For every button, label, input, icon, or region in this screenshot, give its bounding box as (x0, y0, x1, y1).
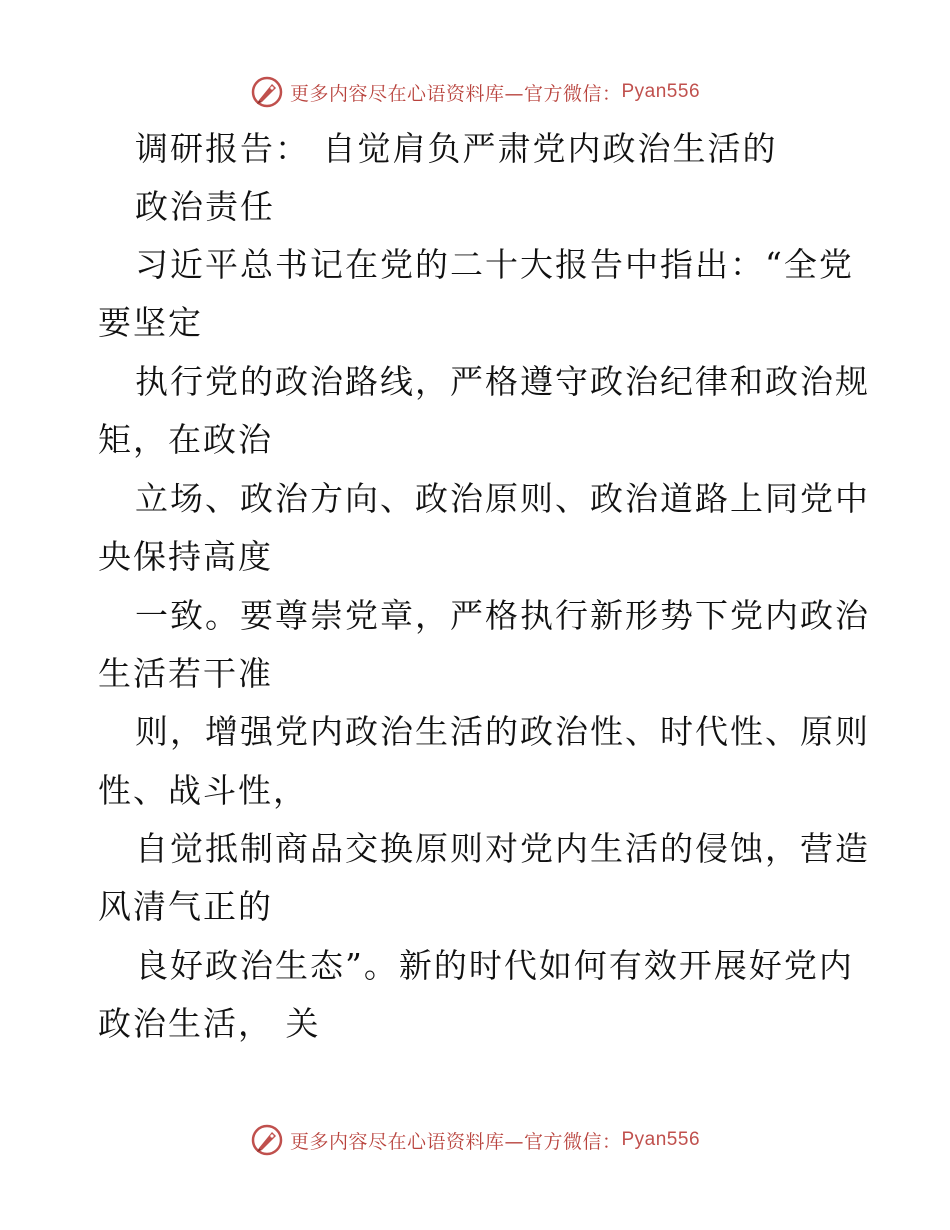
watermark-handle: Pyan556 (621, 1129, 701, 1150)
text-line: 调研报告： 自觉肩负严肃党内政治生活的 (135, 129, 778, 168)
text-line: 政治生活， 关 (98, 1004, 321, 1043)
watermark-text: 更多内容尽在心语资料库—官方微信： (289, 1130, 622, 1153)
text-line: 政治责任 (135, 187, 275, 226)
text-line: 自觉抵制商品交换原则对党内生活的侵蚀，营造 (135, 829, 870, 868)
text-line: 矩，在政治 (98, 420, 273, 459)
footer-watermark (0, 1120, 950, 1160)
text-line: 执行党的政治路线，严格遵守政治纪律和政治规 (135, 362, 870, 401)
text-line: 良好政治生态”。新的时代如何有效开展好党内 (135, 946, 854, 985)
pen-nib-logo-icon (250, 1123, 284, 1157)
text-line: 风清气正的 (98, 887, 273, 926)
text-line: 立场、政治方向、政治原则、政治道路上同党中 (135, 479, 870, 518)
watermark-handle: Pyan556 (621, 81, 701, 102)
text-line: 性、战斗性， (98, 771, 308, 810)
text-line: 则，增强党内政治生活的政治性、时代性、原则 (135, 712, 870, 751)
watermark-text: 更多内容尽在心语资料库—官方微信： (289, 82, 622, 105)
text-line: 生活若干准 (98, 654, 273, 693)
text-line: 要坚定 (98, 303, 203, 342)
text-line: 一致。要尊崇党章，严格执行新形势下党内政治 (135, 596, 870, 635)
text-line: 习近平总书记在党的二十大报告中指出：“全党 (135, 245, 854, 284)
text-line: 央保持高度 (98, 537, 273, 576)
